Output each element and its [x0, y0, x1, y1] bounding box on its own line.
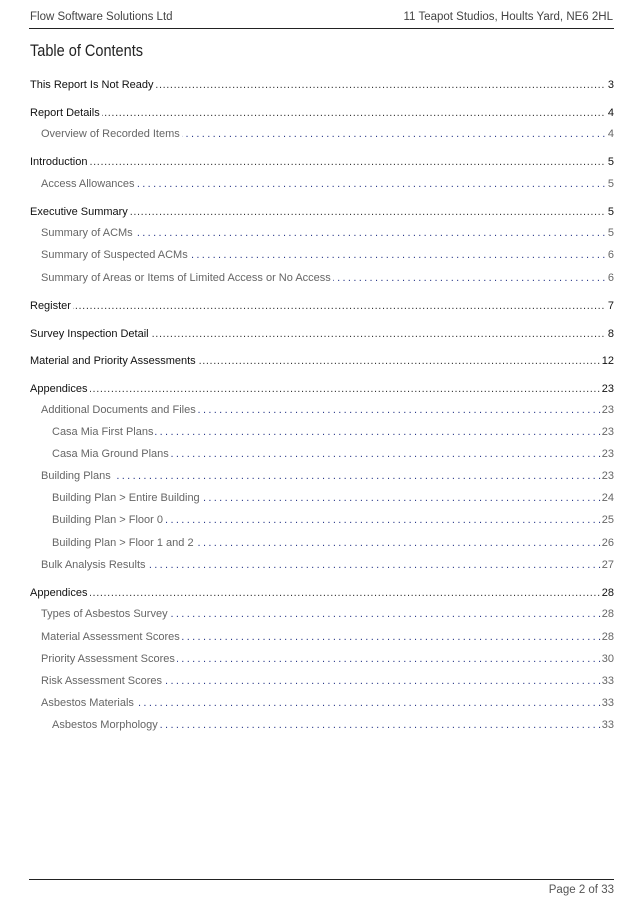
toc-entry-label: Introduction: [30, 156, 88, 168]
toc-entry-page: 24: [601, 492, 614, 504]
toc-entry-label: Appendices: [30, 587, 88, 599]
toc-leader-dots: [182, 630, 601, 644]
toc-leader-dots: [73, 299, 605, 313]
toc-entry-page: 28: [601, 631, 614, 643]
toc-leader-dots: [89, 155, 605, 169]
toc-leader-dots: [137, 177, 605, 191]
toc-leader-dots: [135, 226, 605, 240]
toc-entry-page: 6: [607, 272, 614, 284]
toc-entry-label: Building Plan > Floor 0: [52, 514, 163, 526]
toc-entry-label: Summary of Areas or Items of Limited Access or No Access: [41, 272, 331, 284]
toc-entry-page: 23: [601, 383, 614, 395]
toc-entry-label: Summary of ACMs: [41, 227, 133, 239]
company-address: 11 Teapot Studios, Hoults Yard, NE6 2HL: [403, 11, 613, 23]
toc-entry[interactable]: [30, 467, 614, 483]
toc-entry-label: Appendices: [30, 383, 88, 395]
toc-entry-label: Casa Mia Ground Plans: [52, 448, 169, 460]
toc-entry-page: 26: [601, 537, 614, 549]
toc-leader-dots: [202, 491, 601, 505]
toc-leader-dots: [151, 327, 605, 341]
toc-leader-dots: [165, 513, 601, 527]
toc-entry[interactable]: [30, 650, 614, 666]
toc-leader-dots: [182, 127, 605, 141]
toc-entry[interactable]: [30, 380, 614, 396]
toc-leader-dots: [136, 696, 601, 710]
toc-entry-page: 3: [607, 79, 614, 91]
toc-entry-page: 33: [601, 719, 614, 731]
toc-entry[interactable]: [30, 104, 614, 120]
toc-entry-page: 25: [601, 514, 614, 526]
toc-entry-page: 33: [601, 697, 614, 709]
page-header: [29, 8, 614, 29]
toc-entry-label: Summary of Suspected ACMs: [41, 249, 188, 261]
toc-entry-page: 5: [607, 178, 614, 190]
toc-leader-dots: [148, 558, 601, 572]
toc-entry[interactable]: [30, 269, 614, 285]
toc-entry[interactable]: [30, 534, 614, 550]
toc-entry-page: 7: [607, 300, 614, 312]
toc-leader-dots: [102, 106, 605, 120]
toc-entry-page: 23: [601, 426, 614, 438]
toc-entry-label: Types of Asbestos Survey: [41, 608, 168, 620]
toc-entry-label: Priority Assessment Scores: [41, 653, 175, 665]
toc-leader-dots: [198, 403, 601, 417]
toc-entry-page: 23: [601, 448, 614, 460]
toc-entry-label: Casa Mia First Plans: [52, 426, 154, 438]
toc-entry[interactable]: [30, 489, 614, 505]
toc-entry[interactable]: [30, 224, 614, 240]
toc-entry[interactable]: [30, 125, 614, 141]
toc-entry-label: Risk Assessment Scores: [41, 675, 163, 687]
toc-entry-page: 23: [601, 404, 614, 416]
toc-entry-label: Access Allowances: [41, 178, 135, 190]
toc-entry-page: 33: [601, 675, 614, 687]
toc-leader-dots: [156, 78, 606, 92]
footer-divider: [29, 879, 614, 880]
toc-entry[interactable]: [30, 511, 614, 527]
toc-entry-page: 6: [607, 249, 614, 261]
toc-leader-dots: [171, 447, 601, 461]
toc-entry-label: Building Plan > Entire Building: [52, 492, 200, 504]
toc-entry-page: 23: [601, 470, 614, 482]
toc-entry-page: 4: [607, 107, 614, 119]
toc-entry-label: Executive Summary: [30, 206, 128, 218]
toc-entry-label: This Report Is Not Ready: [30, 79, 154, 91]
toc-entry[interactable]: [30, 175, 614, 191]
toc-entry-page: 28: [601, 608, 614, 620]
toc-leader-dots: [90, 586, 601, 600]
toc-entry[interactable]: [30, 423, 614, 439]
toc-entry-label: Building Plans: [41, 470, 111, 482]
toc-entry-label: Survey Inspection Detail: [30, 328, 149, 340]
toc-entry-label: Material Assessment Scores: [41, 631, 180, 643]
toc-entry[interactable]: [30, 153, 614, 169]
toc-leader-dots: [190, 248, 605, 262]
toc-entry-label: Asbestos Morphology: [52, 719, 158, 731]
toc-entry[interactable]: [30, 203, 614, 219]
toc-leader-dots: [90, 382, 601, 396]
page-number: Page 2 of 33: [548, 884, 614, 896]
toc-entry[interactable]: [30, 628, 614, 644]
toc-entry[interactable]: [30, 716, 614, 732]
toc-entry[interactable]: [30, 672, 614, 688]
toc-entry-label: Additional Documents and Files: [41, 404, 196, 416]
toc-entry-page: 12: [601, 355, 614, 367]
toc-entry-page: 27: [601, 559, 614, 571]
toc-entry[interactable]: [30, 76, 614, 92]
toc-leader-dots: [170, 607, 601, 621]
toc-entry-page: 8: [607, 328, 614, 340]
toc-leader-dots: [196, 536, 601, 550]
toc-entry[interactable]: [30, 325, 614, 341]
toc-entry[interactable]: [30, 297, 614, 313]
toc-entry-page: 5: [607, 156, 614, 168]
toc-entry[interactable]: [30, 694, 614, 710]
toc-entry-label: Material and Priority Assessments: [30, 355, 196, 367]
toc-entry-label: Register: [30, 300, 71, 312]
toc-entry-page: 4: [607, 128, 614, 140]
toc-entry-label: Bulk Analysis Results: [41, 559, 146, 571]
toc-leader-dots: [113, 469, 601, 483]
toc-leader-dots: [160, 718, 601, 732]
toc-entry[interactable]: [30, 246, 614, 262]
toc-leader-dots: [177, 652, 601, 666]
company-name: Flow Software Solutions Ltd: [30, 11, 173, 23]
toc-entry-page: 30: [601, 653, 614, 665]
toc-entry[interactable]: [30, 352, 614, 368]
toc-entry-page: 5: [607, 206, 614, 218]
toc-entry[interactable]: [30, 445, 614, 461]
toc-entry[interactable]: [30, 605, 614, 621]
toc-entry-page: 28: [601, 587, 614, 599]
toc-entry[interactable]: [30, 584, 614, 600]
toc-entry-label: Asbestos Materials: [41, 697, 134, 709]
toc-entry-label: Report Details: [30, 107, 100, 119]
toc-entry[interactable]: [30, 401, 614, 417]
toc-leader-dots: [155, 425, 600, 439]
toc-leader-dots: [333, 271, 605, 285]
page-title: Table of Contents: [30, 42, 144, 60]
toc-leader-dots: [198, 354, 601, 368]
toc-entry[interactable]: [30, 556, 614, 572]
toc-leader-dots: [164, 674, 601, 688]
toc-leader-dots: [130, 205, 605, 219]
toc-entry-label: Overview of Recorded Items: [41, 128, 180, 140]
toc-entry-label: Building Plan > Floor 1 and 2: [52, 537, 194, 549]
toc-entry-page: 5: [607, 227, 614, 239]
